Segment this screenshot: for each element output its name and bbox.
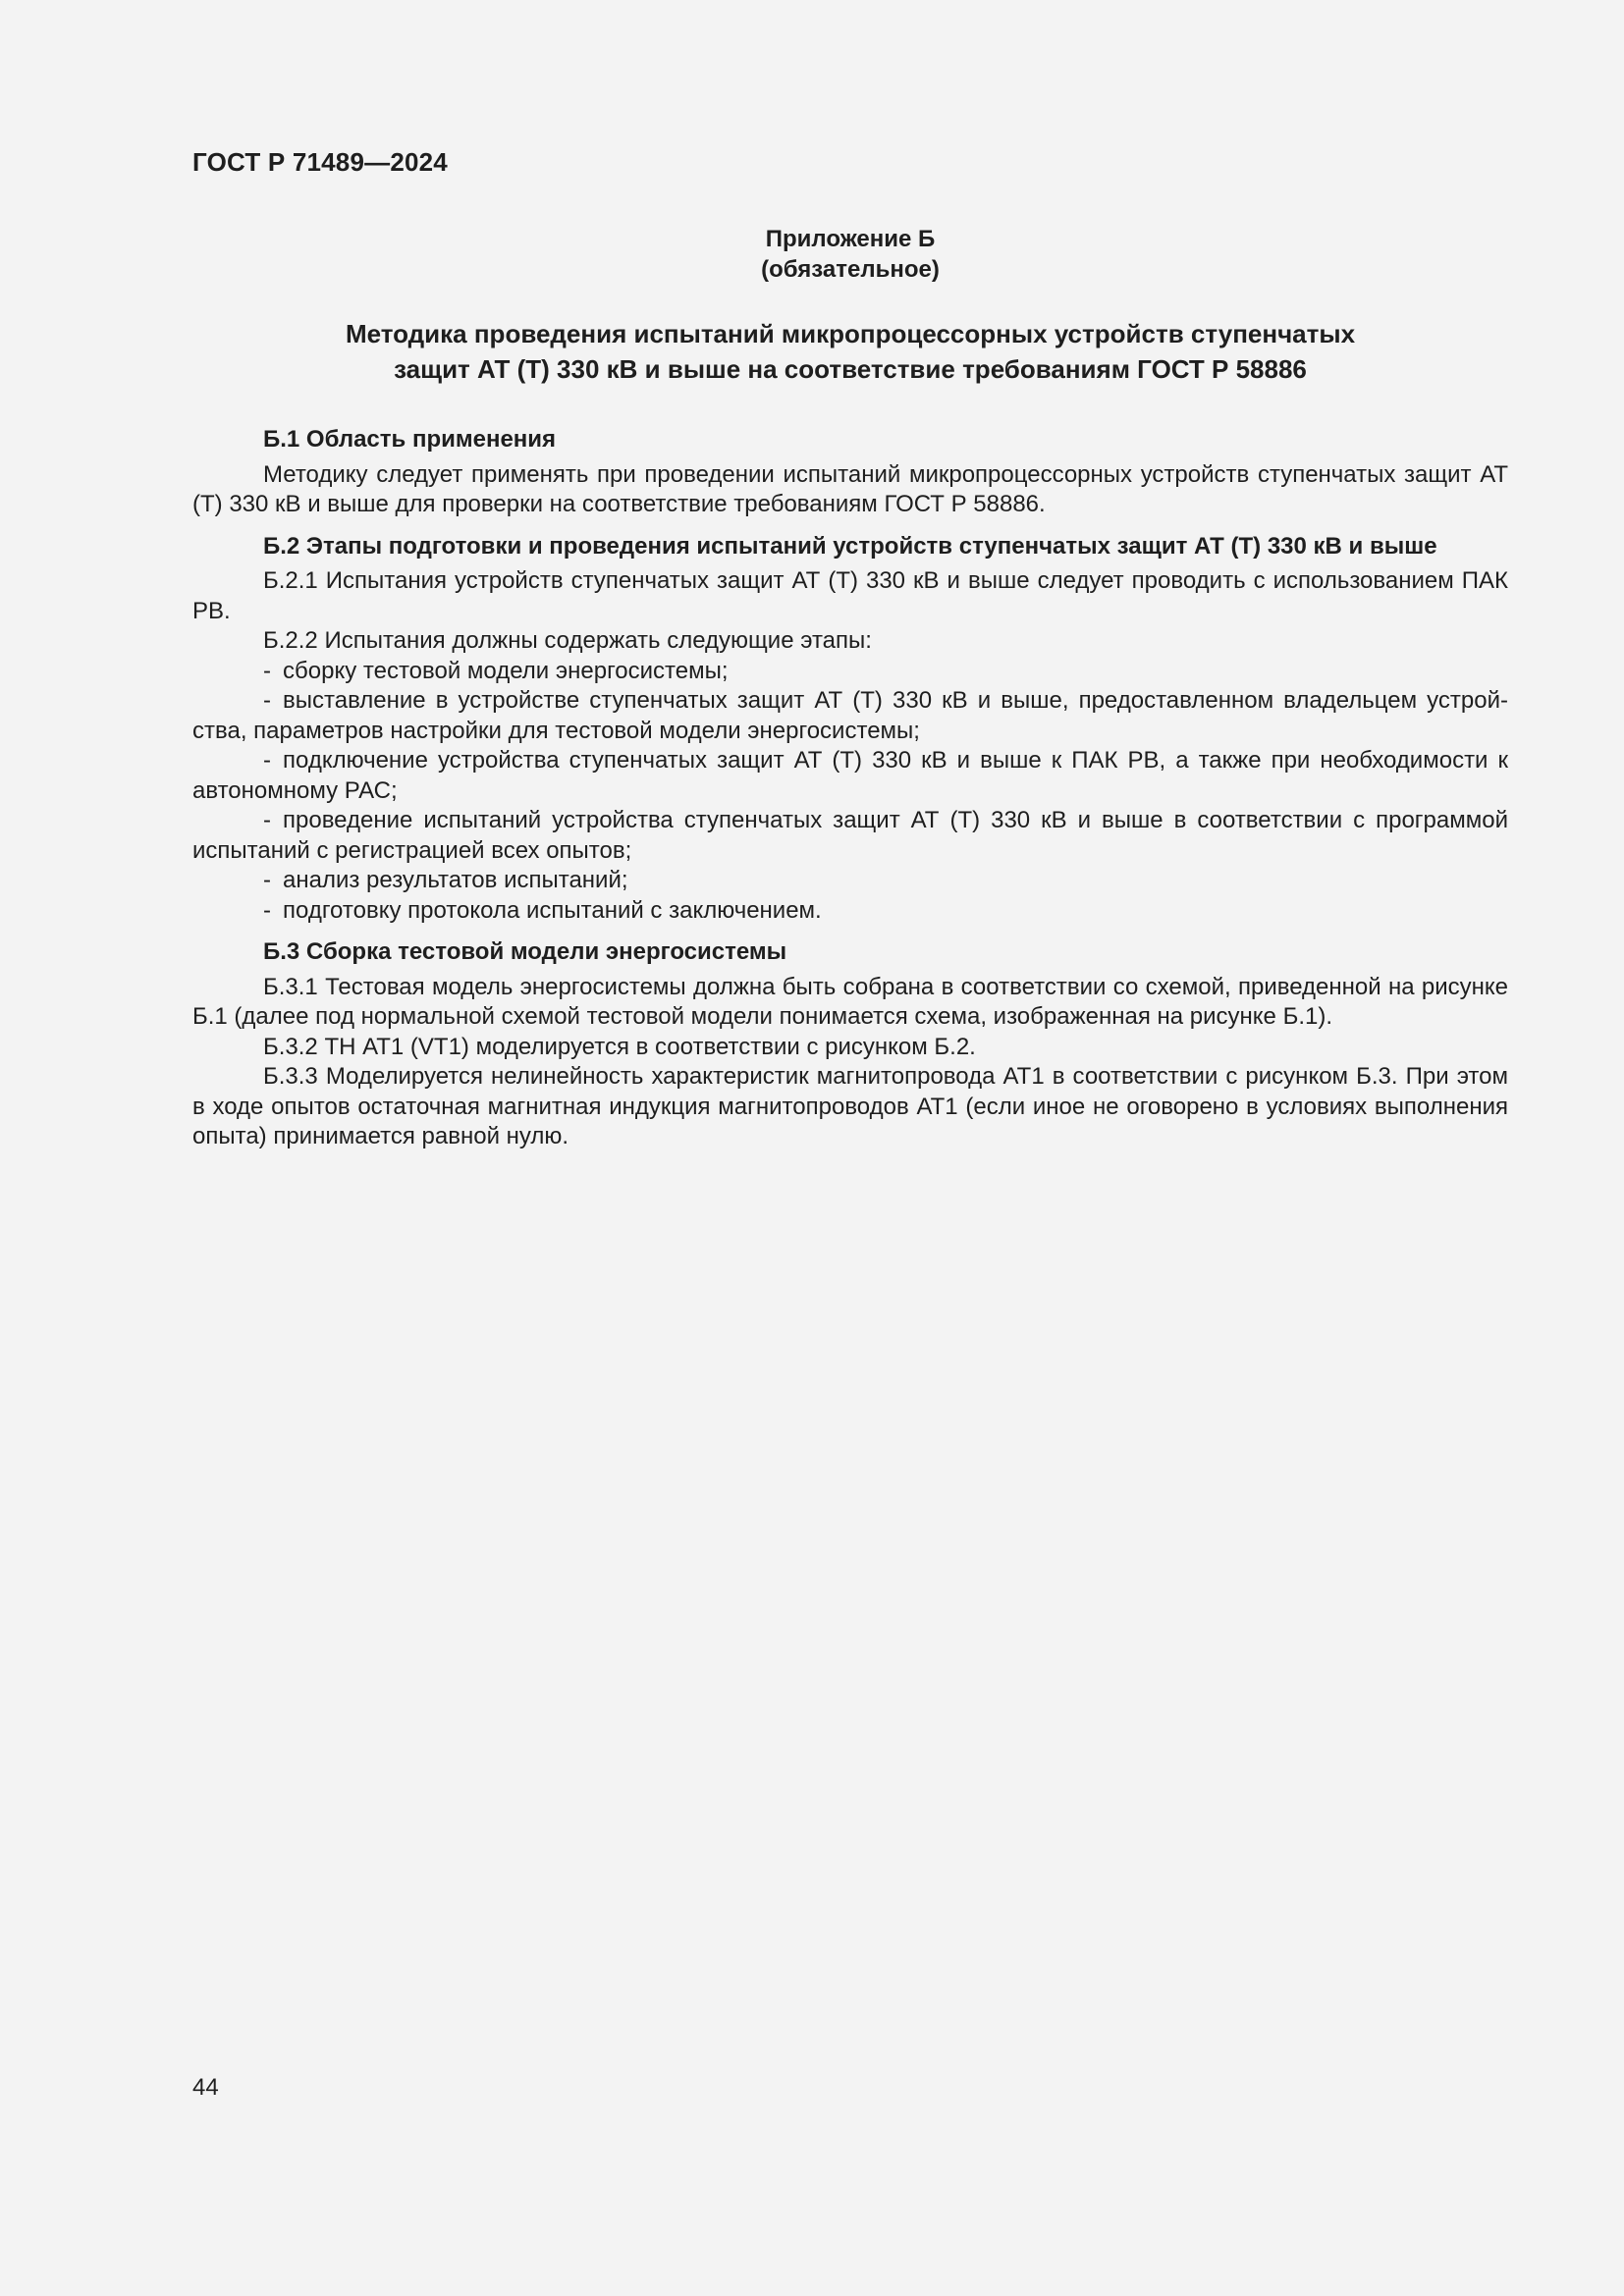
list-marker: - xyxy=(263,657,271,684)
list-item xyxy=(192,866,1508,896)
clause-b3-1: Б.3.1 Тестовая модель энергосистемы должна быть собрана в соответствии со схемой, приведенной на рисунке Б.1 (далее под нормальной схемой тестовой модели понимается схема, изображенная на рисунке Б.1). xyxy=(192,973,1508,1030)
list-item xyxy=(192,896,1508,927)
list-marker: - xyxy=(263,867,271,893)
page-number: 44 xyxy=(192,2074,219,2101)
document-title xyxy=(192,316,1508,387)
appendix-title: Приложение Б xyxy=(765,226,936,252)
list-marker: - xyxy=(263,687,271,714)
list-item-text: подготовку протокола испытаний с заключением. xyxy=(283,896,822,924)
list-item-text: сборку тестовой модели энергосистемы; xyxy=(283,657,729,684)
list-item-text: проведение испытаний устройства ступенчатых защит АТ (Т) 330 кВ и выше в соответствии с программой испытаний с регистрацией всех опытов; xyxy=(192,807,1508,864)
section-heading-b1: Б.1 Область применения xyxy=(263,426,557,453)
appendix-status: (обязательное) xyxy=(761,256,940,283)
list-marker: - xyxy=(263,807,271,833)
standard-code-header: ГОСТ Р 71489—2024 xyxy=(192,147,448,177)
list-item-text: подключение устройства ступенчатых защит АТ (Т) 330 кВ и выше к ПАК РВ, а также при необходимости к автономному РАС; xyxy=(192,747,1508,804)
section-heading-b2: Б.2 Этапы подготовки и проведения испытаний устройств ступенчатых защит АТ (Т) 330 кВ и выше xyxy=(263,532,1437,560)
section-heading-b3: Б.3 Сборка тестовой модели энергосистемы xyxy=(263,938,787,965)
list-item xyxy=(192,806,1508,866)
list-item-text: выставление в устройстве ступенчатых защит АТ (Т) 330 кВ и выше, предоставленном владельцем устройства, параметров настройки для тестовой модели энергосистемы; xyxy=(192,687,1508,744)
clause-b2-2: Б.2.2 Испытания должны содержать следующие этапы: xyxy=(263,627,872,654)
list-item xyxy=(192,657,1508,687)
list-marker: - xyxy=(263,747,271,774)
list-marker: - xyxy=(263,896,271,924)
list-item xyxy=(192,746,1508,806)
list-item xyxy=(192,686,1508,746)
document-title-line-1: Методика проведения испытаний микропроцессорных устройств ступенчатых xyxy=(345,319,1356,348)
section-b1-paragraph: Методику следует применять при проведении испытаний микропроцессорных устройств ступенчатых защит АТ (Т) 330 кВ и выше для проверки на соответствие требованиям ГОСТ Р 58886. xyxy=(192,460,1508,517)
clause-b3-2: Б.3.2 ТН АТ1 (VT1) моделируется в соответствии с рисунком Б.2. xyxy=(263,1033,976,1060)
clause-b3-3: Б.3.3 Моделируется нелинейность характеристик магнитопровода АТ1 в соответствии с рисунком Б.3. При этом в ходе опытов остаточная магнитная индукция магнитопроводов АТ1 (если иное не оговорено в условиях выполнения опыта) принимается равной нулю. xyxy=(192,1063,1508,1149)
appendix-heading xyxy=(192,224,1508,285)
document-title-line-2: защит АТ (Т) 330 кВ и выше на соответствие требованиям ГОСТ Р 58886 xyxy=(394,354,1307,384)
clause-b2-1: Б.2.1 Испытания устройств ступенчатых защит АТ (Т) 330 кВ и выше следует проводить с использованием ПАК РВ. xyxy=(192,567,1508,624)
document-body xyxy=(192,425,1508,1152)
list-item-text: анализ результатов испытаний; xyxy=(283,867,628,893)
